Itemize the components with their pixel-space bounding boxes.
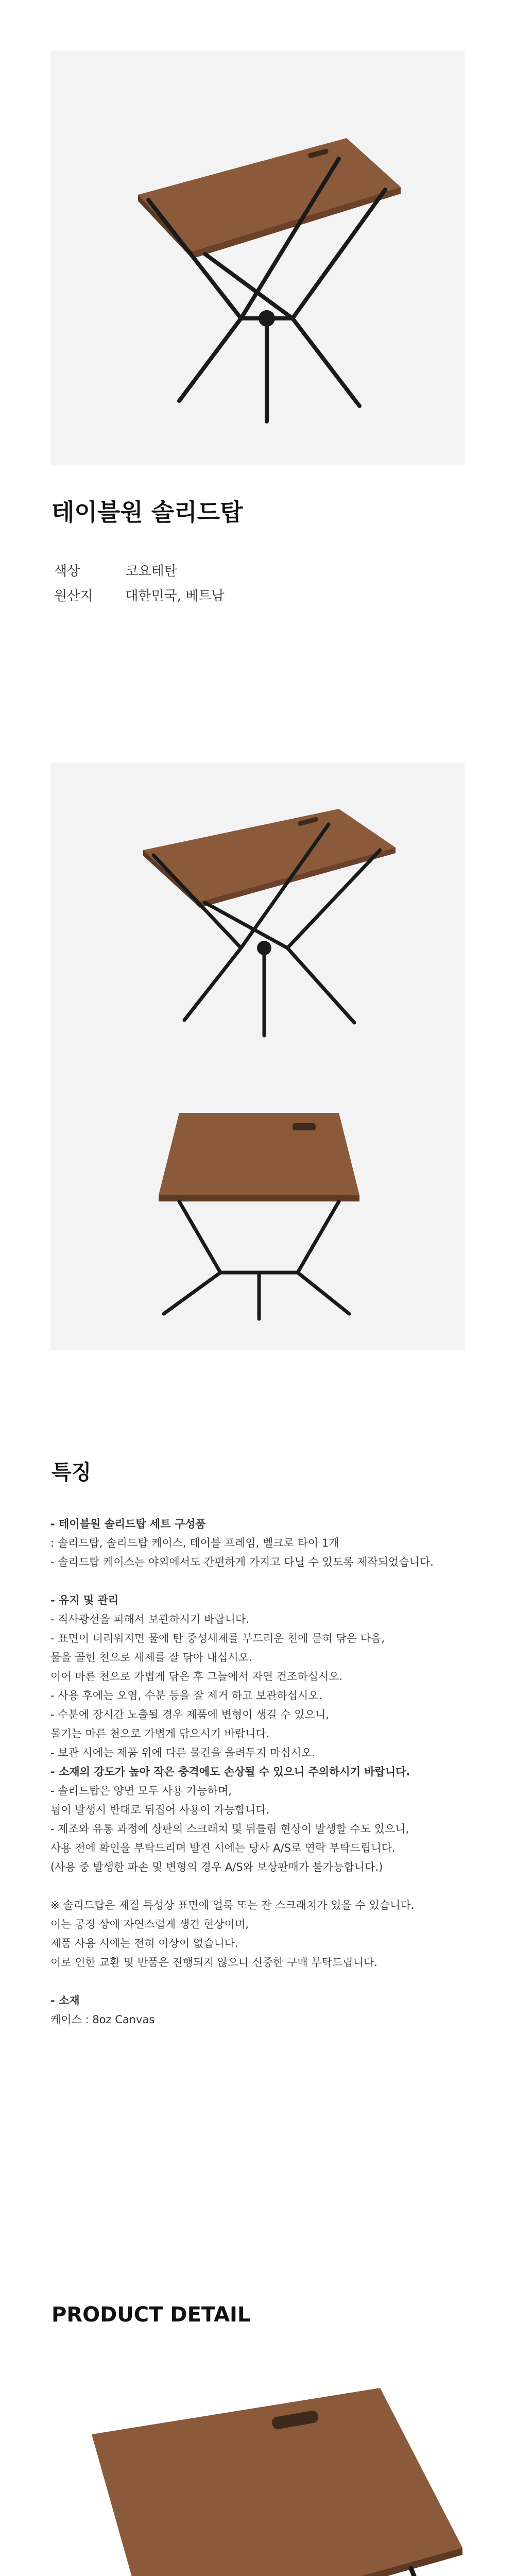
feature-line: - 수분에 장시간 노출될 경우 제품에 변형이 생길 수 있으니, — [50, 1708, 329, 1721]
color-label: 색상 — [54, 564, 80, 579]
feature-line: 휨이 발생시 반대로 뒤집어 사용이 가능합니다. — [50, 1804, 270, 1816]
table-illustration-top — [50, 1072, 465, 1350]
feature-line: 사용 전에 확인을 부탁드리며 발견 시에는 당사 A/S로 연락 부탁드립니다. — [50, 1842, 396, 1854]
feature-line — [50, 1572, 462, 1591]
feature-line: - 소재의 강도가 높아 작은 충격에도 손상될 수 있으니 주의하시기 바랍니다. — [50, 1766, 410, 1778]
feature-line: 물기는 마른 천으로 가볍게 닦으시기 바랍니다. — [50, 1727, 270, 1740]
product-photo-angle — [50, 762, 465, 1072]
detail-title: PRODUCT DETAIL — [52, 2303, 251, 2327]
feature-line: - 솔리드탑은 양면 모두 사용 가능하며, — [50, 1785, 232, 1797]
feature-line: 이어 마른 천으로 가볍게 닦은 후 그늘에서 자연 건조하십시오. — [50, 1670, 343, 1683]
feature-line — [50, 1877, 462, 1896]
feature-line: - 표면이 더러워지면 물에 탄 중성세제를 부드러운 천에 묻혀 닦은 다음, — [50, 1632, 385, 1645]
features-list — [50, 1515, 462, 2029]
feature-line: (사용 중 발생한 파손 및 변형의 경우 A/S와 보상판매가 불가능합니다.) — [50, 1861, 383, 1873]
feature-line: - 직사광선을 피해서 보관하시기 바랍니다. — [50, 1613, 249, 1625]
feature-line — [50, 1972, 462, 1991]
detail-photo-tabletop — [50, 2378, 465, 2576]
hero-product-photo — [50, 50, 465, 465]
feature-line: : 솔리드탑, 솔리드탑 케이스, 테이블 프레임, 벨크로 타이 1개 — [50, 1537, 339, 1549]
origin-value: 대한민국, 베트남 — [125, 588, 225, 604]
feature-line: 케이스 : 8oz Canvas — [50, 2013, 155, 2026]
table-illustration — [50, 50, 465, 465]
feature-line: 이는 공정 상에 자연스럽게 생긴 현상이며, — [50, 1918, 249, 1930]
feature-line: - 제조와 유통 과정에 상판의 스크래치 및 뒤틀림 현상이 발생할 수도 있으니, — [50, 1823, 409, 1835]
info-row-origin — [54, 585, 225, 604]
feature-line: - 유지 및 관리 — [50, 1594, 119, 1606]
feature-line: - 솔리드탑 케이스는 야외에서도 간편하게 가지고 다닐 수 있도록 제작되었습니다. — [50, 1556, 434, 1568]
feature-line: - 보관 시에는 제품 위에 다른 물건을 올려두지 마십시오. — [50, 1747, 315, 1759]
feature-line: 물을 골힌 천으로 세제를 잘 닦아 내십시오. — [50, 1651, 252, 1664]
info-row-color — [54, 561, 177, 580]
features-title: 특징 — [52, 1461, 92, 1484]
product-photo-top — [50, 1072, 465, 1350]
feature-line: - 테이블원 솔리드탑 세트 구성품 — [50, 1518, 206, 1530]
detail-tabletop-illustration — [50, 2378, 465, 2576]
feature-line: ※ 솔리드탑은 제질 특성상 표면에 얼룩 또는 잔 스크래치가 있을 수 있습니다. — [50, 1899, 415, 1911]
origin-label: 원산지 — [54, 588, 93, 604]
table-illustration-angle — [50, 762, 465, 1072]
feature-line: - 사용 후에는 오염, 수분 등을 잘 제거 하고 보관하십시오. — [50, 1689, 322, 1702]
feature-line: 이로 인한 교환 및 반품은 진행되지 않으니 신중한 구매 부탁드립니다. — [50, 1956, 377, 1969]
feature-line: - 소재 — [50, 1994, 80, 2007]
product-title: 테이블원 솔리드탑 — [52, 498, 243, 526]
feature-line: 제품 사용 시에는 전혀 이상이 없습니다. — [50, 1937, 238, 1950]
color-value: 코요테탄 — [125, 564, 177, 579]
frame-hub — [259, 310, 275, 327]
